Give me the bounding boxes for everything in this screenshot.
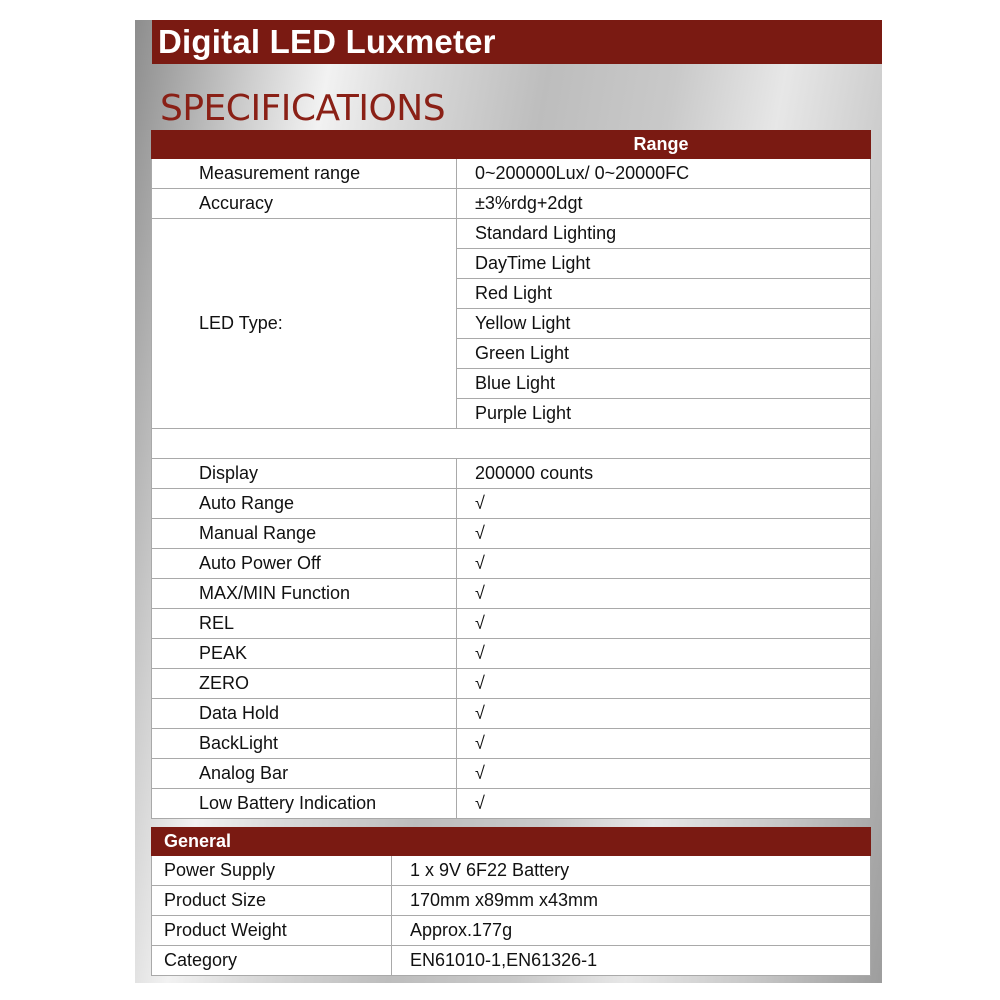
feature-label: Low Battery Indication — [152, 789, 457, 819]
feature-label: REL — [152, 609, 457, 639]
feature-row — [152, 549, 871, 579]
led-type-value: Purple Light — [457, 399, 871, 429]
table-row — [152, 189, 871, 219]
feature-label: Auto Power Off — [152, 549, 457, 579]
led-type-label: LED Type: — [152, 219, 457, 429]
feature-row — [152, 579, 871, 609]
feature-row — [152, 609, 871, 639]
feature-row — [152, 729, 871, 759]
feature-label: Analog Bar — [152, 759, 457, 789]
spec-value: 0~200000Lux/ 0~20000FC — [457, 159, 871, 189]
general-table — [151, 827, 871, 976]
led-type-value: DayTime Light — [457, 249, 871, 279]
checkmark: √ — [457, 729, 871, 759]
feature-row — [152, 699, 871, 729]
feature-row — [152, 459, 871, 489]
checkmark: √ — [457, 489, 871, 519]
spacer-row — [152, 429, 871, 459]
general-value: 1 x 9V 6F22 Battery — [392, 856, 871, 886]
led-type-row — [152, 219, 871, 249]
checkmark: √ — [457, 789, 871, 819]
general-label: Product Weight — [152, 916, 392, 946]
general-row — [152, 946, 871, 976]
feature-row — [152, 669, 871, 699]
led-type-value: Green Light — [457, 339, 871, 369]
spec-label: Accuracy — [152, 189, 457, 219]
specifications-table — [151, 130, 871, 819]
spec-value: ±3%rdg+2dgt — [457, 189, 871, 219]
general-value: Approx.177g — [392, 916, 871, 946]
feature-row — [152, 519, 871, 549]
checkmark: √ — [457, 549, 871, 579]
general-header: General — [152, 828, 871, 856]
feature-label: Auto Range — [152, 489, 457, 519]
spec-label: Measurement range — [152, 159, 457, 189]
feature-label: Manual Range — [152, 519, 457, 549]
page-title: Digital LED Luxmeter — [152, 20, 882, 64]
feature-label: PEAK — [152, 639, 457, 669]
led-type-value: Standard Lighting — [457, 219, 871, 249]
checkmark: √ — [457, 639, 871, 669]
feature-value: 200000 counts — [457, 459, 871, 489]
checkmark: √ — [457, 579, 871, 609]
range-header: Range — [152, 131, 871, 159]
feature-row — [152, 789, 871, 819]
checkmark: √ — [457, 609, 871, 639]
led-type-value: Blue Light — [457, 369, 871, 399]
feature-row — [152, 639, 871, 669]
feature-row — [152, 759, 871, 789]
table-row — [152, 159, 871, 189]
general-row — [152, 886, 871, 916]
feature-label: BackLight — [152, 729, 457, 759]
led-type-value: Red Light — [457, 279, 871, 309]
general-row — [152, 916, 871, 946]
general-row — [152, 856, 871, 886]
feature-label: Data Hold — [152, 699, 457, 729]
general-value: EN61010-1,EN61326-1 — [392, 946, 871, 976]
feature-label: ZERO — [152, 669, 457, 699]
feature-label: Display — [152, 459, 457, 489]
general-value: 170mm x89mm x43mm — [392, 886, 871, 916]
led-type-value: Yellow Light — [457, 309, 871, 339]
checkmark: √ — [457, 519, 871, 549]
checkmark: √ — [457, 699, 871, 729]
checkmark: √ — [457, 669, 871, 699]
blank-cell — [152, 429, 871, 459]
specifications-heading: SPECIFICATIONS — [160, 88, 446, 129]
feature-row — [152, 489, 871, 519]
checkmark: √ — [457, 759, 871, 789]
general-label: Power Supply — [152, 856, 392, 886]
general-label: Category — [152, 946, 392, 976]
general-label: Product Size — [152, 886, 392, 916]
feature-label: MAX/MIN Function — [152, 579, 457, 609]
